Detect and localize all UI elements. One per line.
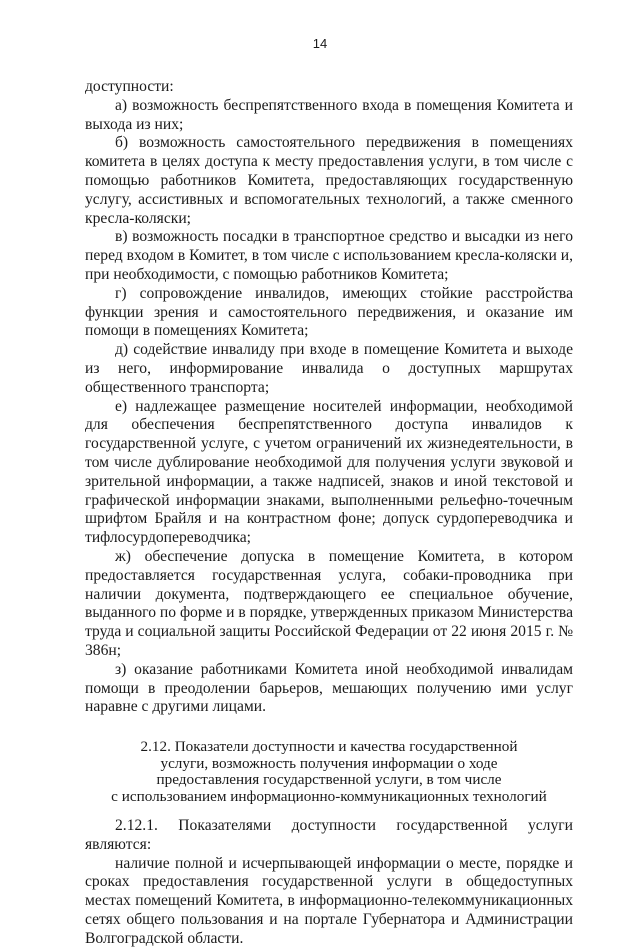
heading-line: 2.12. Показатели доступности и качества государственной bbox=[140, 738, 518, 756]
document-body bbox=[85, 78, 573, 949]
paragraph: наличие полной и исчерпывающей информации о месте, порядке и сроках предоставления государственной услуги в общедоступных местах помещений Комитета, в информационно-телекоммуникационных сетях общего пользования и на портале Губернатора и Администрации Волгоградской области. bbox=[85, 854, 573, 947]
paragraph: е) надлежащее размещение носителей информации, необходимой для обеспечения беспрепятственного доступа инвалидов к государственной услуге, с учетом ограничений их жизнедеятельности, в том числе дублирование необходимой для получения услуги звуковой и зрительной информации, а также надписей, знаков и иной текстовой и графической информации знаками, выполненными рельефно-точечным шрифтом Брайля и на контрастном фоне; допуск сурдопереводчика и тифлосурдопереводчика; bbox=[85, 397, 573, 547]
heading-line: с использованием информационно-коммуникационных технологий bbox=[111, 787, 547, 805]
paragraph: 2.12.1. Показателями доступности государственной услуги являются: bbox=[85, 817, 573, 853]
paragraph: з) оказание работниками Комитета иной необходимой инвалидам помощи в преодолении барьеров, мешающих получению ими услуг наравне с другими лицами. bbox=[85, 660, 573, 716]
paragraph: а) возможность беспрепятственного входа в помещения Комитета и выхода из них; bbox=[85, 96, 573, 133]
paragraph: ж) обеспечение допуска в помещение Комитета, в котором предоставляется государственная услуга, собаки-проводника при наличии документа, подтверждающего ее специальное обучение, выданного по форме и в порядке, утвержденных приказом Министерства труда и социальной защиты Российской Федерации от 22 июня 2015 г. № 386н; bbox=[85, 547, 573, 659]
paragraph: г) сопровождение инвалидов, имеющих стойкие расстройства функции зрения и самостоятельного передвижения, и оказание им помощи в помещениях Комитета; bbox=[85, 284, 573, 340]
paragraph: доступности: bbox=[85, 78, 174, 95]
paragraph: в) возможность посадки в транспортное средство и высадки из него перед входом в Комитет, в том числе с использованием кресла-коляски и, при необходимости, с помощью работников Комитета; bbox=[85, 228, 573, 283]
paragraph: д) содействие инвалиду при входе в помещение Комитета и выходе из него, информирование инвалида о доступных маршрутах общественного транспорта; bbox=[85, 341, 573, 396]
paragraph: б) возможность самостоятельного передвижения в помещениях комитета в целях доступа к месту предоставления услуги, в том числе с помощью работников Комитета, предоставляющих государственную услугу, ассистивных и вспомогательных технологий, а также сменного кресла-коляски; bbox=[85, 134, 573, 227]
heading-line: услуги, возможность получения информации о ходе bbox=[160, 754, 498, 772]
section-heading bbox=[85, 739, 573, 805]
page-number: 14 bbox=[312, 36, 328, 51]
heading-line: предоставления государственной услуги, в том числе bbox=[156, 771, 502, 789]
